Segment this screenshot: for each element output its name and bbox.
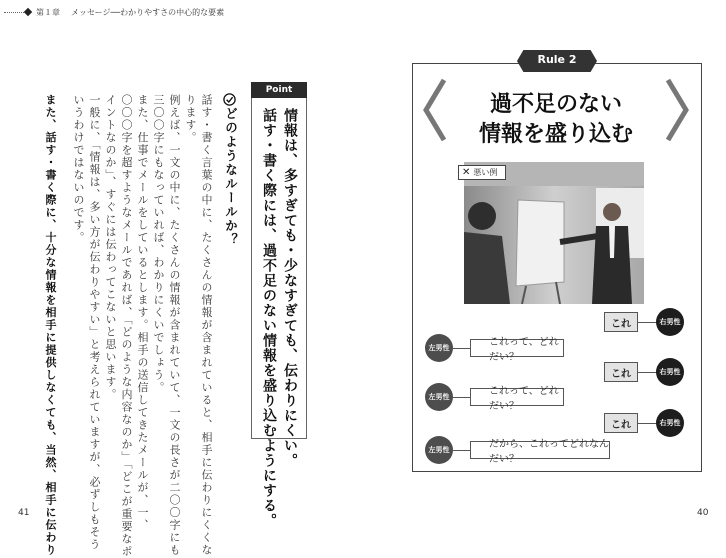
body-line-9: いうわけではないのです。 [72,94,85,244]
point-label: Point [251,82,307,98]
dialogue-1-connector [638,322,658,323]
check-circle-icon [223,91,236,104]
body-line-1: 話す・書く言葉の中に、たくさんの情報が含まれていると、相手に伝わりにくくな [200,94,213,557]
dialogue-3-text: これ [604,362,638,382]
dialogue-3-connector [638,372,658,373]
speaker-right-avatar: 右男性 [656,308,684,336]
dialogue-6-text: だから、これってどれなんだい？ [470,441,610,459]
chevron-left-icon [420,78,448,142]
running-header [4,6,274,20]
chapter-title: メッセージ──わかりやすさの中心的な要素 [71,8,225,17]
point-line-1: 情報は、多すぎても・少なすぎても、伝わりにくい。 [282,108,298,468]
speaker-left-avatar: 左男性 [425,334,453,362]
rule-title-line-1: 過不足のない [489,92,622,117]
body-line-6: 〇〇〇字を超すようなメールであれば、「どのような内容なのか」「どこが重要なポ [120,94,133,558]
dialogue-5-text: これ [604,413,638,433]
body-line-8: 一般に、「情報は、多い方が伝わりやすい」と考えられていますが、必ずしもそう [88,94,101,551]
header-diamond-icon [24,8,32,16]
rule-title-line-2: 情報を盛り込む [478,122,633,147]
dialogue-6-connector [453,450,471,451]
rule-badge-label: Rule 2 [537,53,577,66]
body-line-3: 例えば、一文の中に、たくさんの情報が含まれていて、一文の長さが二〇〇字にも [168,94,181,557]
page-number-right: 40 [697,508,709,518]
body-line-4: 三〇〇字にもなっていれば、わかりにくいでしょう。 [152,94,165,394]
dialogue-2-text: これって、どれだい？ [470,339,564,357]
body-line-5: また、仕事でメールをしているとします。相手の送信してきたメールが、一、 [136,94,149,532]
chevron-right-icon [664,78,692,142]
page-number-left: 41 [18,508,30,518]
speaker-left-avatar: 左男性 [425,383,453,411]
speaker-left-avatar: 左男性 [425,436,453,464]
dialogue-4-connector [453,397,471,398]
header-dots [4,12,24,13]
example-photo [464,162,644,304]
body-line-10: また、話す・書く際に、十分な情報を相手に提供しなくても、当然、相手に伝わり [44,94,57,557]
dialogue-5-connector [638,423,658,424]
section-heading: どのようなルールか？ [223,107,239,247]
bad-example-tag [458,165,506,180]
speaker-right-avatar: 右男性 [656,409,684,437]
speaker-right-avatar: 右男性 [656,358,684,386]
point-line-2: 話す・書く際には、過不足のない情報を盛り込むようにする。 [261,108,277,528]
cross-icon: ✕ [462,167,471,178]
dialogue-4-text: これって、どれだい？ [470,388,564,406]
dialogue-1-text: これ [604,312,638,332]
chapter-tag: 第１章 [36,8,60,17]
body-line-7: イントなのか」、すぐには伝わってこないと思います。 [104,94,117,401]
point-box [251,82,307,528]
bad-example-label: 悪い例 [473,168,498,177]
body-line-2: ります。 [184,94,197,144]
dialogue-2-connector [453,348,471,349]
